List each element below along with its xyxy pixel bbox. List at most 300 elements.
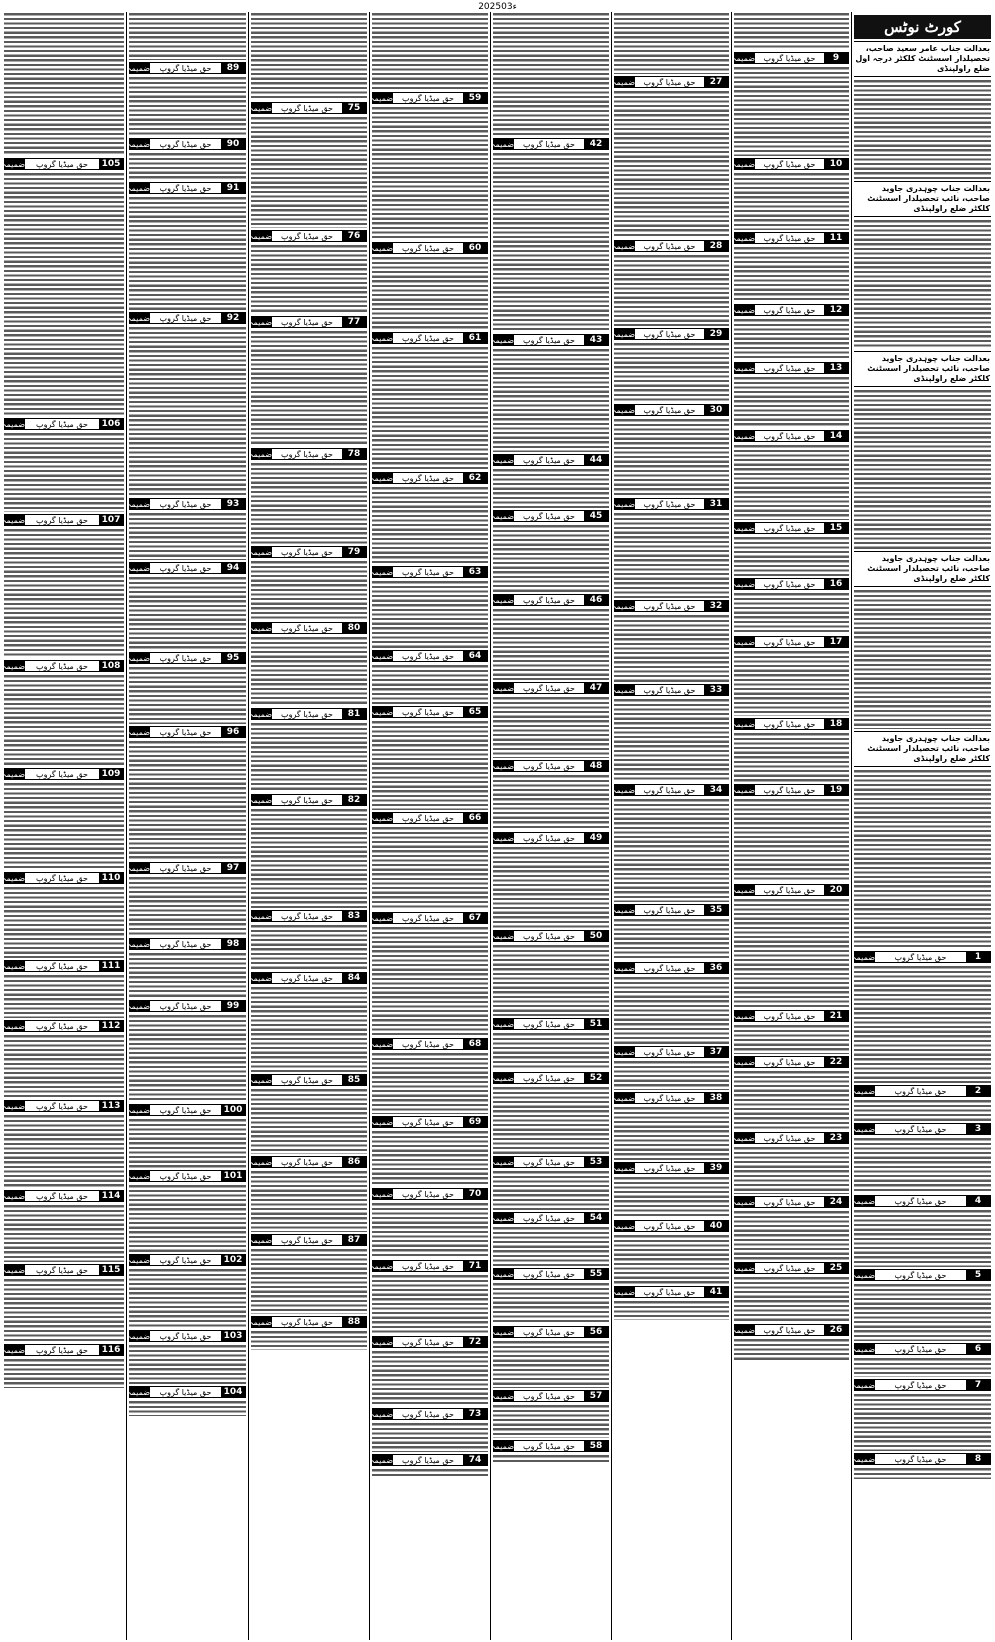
notice-number: 32 [704, 601, 728, 611]
notice-header-21 [731, 1010, 849, 1022]
notice-tag: ضمیمہ [126, 500, 150, 509]
notice-body-text [493, 524, 609, 592]
notice-tag: ضمیمہ [611, 1222, 635, 1231]
notice-number: 23 [824, 1133, 848, 1143]
notice-number: 110 [99, 873, 123, 883]
notice-publisher-label: حق میڈیا گروپ [523, 1392, 575, 1401]
notice-tag: ضمیمہ [611, 406, 635, 415]
notice-publisher-label: حق میڈیا گروپ [36, 1102, 88, 1111]
notice-number: 53 [584, 1157, 608, 1167]
notice-publisher-label: حق میڈیا گروپ [159, 1106, 212, 1115]
notice-number: 29 [704, 329, 728, 339]
notice-number: 66 [463, 813, 487, 823]
notice-tag: ضمیمہ [248, 450, 272, 459]
notice-tag: ضمیمہ [2, 770, 25, 779]
notice-publisher-label: حق میڈیا گروپ [763, 306, 816, 315]
notice-header-68 [369, 1038, 488, 1050]
column-1 [851, 12, 993, 1640]
notice-header-74 [369, 1454, 488, 1466]
notice-body-text [4, 1358, 124, 1388]
notice-number: 22 [824, 1057, 848, 1067]
notice-number: 36 [704, 963, 728, 973]
notice-tag: ضمیمہ [611, 906, 635, 915]
notice-number: 59 [463, 93, 487, 103]
notice-header-99 [126, 1000, 246, 1012]
notice-tag: ضمیمہ [611, 78, 635, 87]
notice-number: 35 [704, 905, 728, 915]
notice-publisher-label: حق میڈیا گروپ [763, 432, 816, 441]
notice-header-87 [248, 1234, 367, 1246]
notice-body-text [614, 698, 729, 782]
notice-number: 87 [342, 1235, 366, 1245]
notice-number: 21 [824, 1011, 848, 1021]
notice-body-text [493, 1086, 609, 1154]
notice-number: 77 [342, 317, 366, 327]
notice-number: 88 [342, 1317, 366, 1327]
notice-publisher-label: حق میڈیا گروپ [159, 500, 212, 509]
notice-header-97 [126, 862, 246, 874]
notice-body-text [614, 1234, 729, 1284]
notice-header-63 [369, 566, 488, 578]
notice-number: 18 [824, 719, 848, 729]
notice-header-88 [248, 1316, 367, 1328]
notice-publisher-label: حق میڈیا گروپ [159, 184, 212, 193]
notice-header-79 [248, 546, 367, 558]
notice-body-text [129, 1344, 246, 1384]
notice-publisher-label: حق میڈیا گروپ [281, 1236, 333, 1245]
notice-body-text [493, 608, 609, 680]
notice-tag: ضمیمہ [2, 1022, 25, 1031]
notice-tag: ضمیمہ [248, 796, 272, 805]
notice-header-45 [490, 510, 609, 522]
notice-number: 92 [221, 313, 245, 323]
notice-header-66 [369, 812, 488, 824]
notice-publisher-label: حق میڈیا گروپ [36, 770, 88, 779]
notice-tag: ضمیمہ [851, 1197, 875, 1206]
notice-tag: ضمیمہ [731, 234, 755, 243]
notice-tag: ضمیمہ [126, 140, 150, 149]
notice-tag: ضمیمہ [126, 64, 150, 73]
notice-header-29 [611, 328, 729, 340]
notice-tag: ضمیمہ [126, 314, 150, 323]
notice-header-27 [611, 76, 729, 88]
notice-number: 85 [342, 1075, 366, 1085]
columns-container [2, 12, 993, 1640]
notice-publisher-label: حق میڈیا گروپ [159, 728, 212, 737]
notice-header-91 [126, 182, 246, 194]
notice-header-6 [851, 1343, 991, 1355]
notice-number: 112 [99, 1021, 123, 1031]
notice-header-5 [851, 1269, 991, 1281]
notice-body-text [251, 12, 367, 100]
notice-header-114 [4, 1190, 124, 1202]
notice-body-text [4, 886, 124, 958]
notice-publisher-label: حق میڈیا گروپ [763, 580, 816, 589]
notice-publisher-label: حق میڈیا گروپ [36, 1266, 88, 1275]
notice-tag: ضمیمہ [611, 1288, 635, 1297]
column-6 [248, 12, 369, 1640]
notice-publisher-label: حق میڈیا گروپ [159, 864, 212, 873]
notice-body-text [129, 1184, 246, 1252]
notice-publisher-label: حق میڈیا گروپ [523, 140, 575, 149]
notice-header-70 [369, 1188, 488, 1200]
notice-body-text [493, 152, 609, 332]
notice-number: 97 [221, 863, 245, 873]
notice-tag: ضمیمہ [2, 962, 25, 971]
notice-number: 31 [704, 499, 728, 509]
notice-header-9 [731, 52, 849, 64]
notice-header-65 [369, 706, 488, 718]
notice-number: 91 [221, 183, 245, 193]
notice-publisher-label: حق میڈیا گروپ [894, 1271, 947, 1280]
notice-body-text [854, 1099, 991, 1121]
notice-header-103 [126, 1330, 246, 1342]
notice-tag: ضمیمہ [731, 432, 755, 441]
notice-body-text [614, 342, 729, 402]
notice-number: 16 [824, 579, 848, 589]
notice-number: 95 [221, 653, 245, 663]
notice-publisher-label: حق میڈیا گروپ [281, 796, 333, 805]
notice-body-text [493, 1340, 609, 1388]
notice-body-text [129, 952, 246, 998]
notice-body-text [854, 589, 991, 729]
notice-body-text [372, 1350, 488, 1406]
notice-tag: ضمیمہ [851, 1087, 875, 1096]
notice-publisher-label: حق میڈیا گروپ [894, 1197, 947, 1206]
notice-number: 69 [463, 1117, 487, 1127]
notice-tag: ضمیمہ [490, 1270, 514, 1279]
notice-tag: ضمیمہ [248, 104, 272, 113]
notice-publisher-label: حق میڈیا گروپ [523, 336, 575, 345]
notice-tag: ضمیمہ [490, 1020, 514, 1029]
notice-number: 109 [99, 769, 123, 779]
notice-number: 55 [584, 1269, 608, 1279]
notice-header-34 [611, 784, 729, 796]
notice-number: 51 [584, 1019, 608, 1029]
notice-header-43 [490, 334, 609, 346]
notice-header-8 [851, 1453, 991, 1465]
notice-tag: ضمیمہ [731, 364, 755, 373]
notice-tag: ضمیمہ [369, 1456, 393, 1465]
notice-publisher-label: حق میڈیا گروپ [523, 1442, 575, 1451]
notice-body-text [251, 722, 367, 792]
notice-publisher-label: حق میڈیا گروپ [643, 242, 696, 251]
notice-header-112 [4, 1020, 124, 1032]
notice-number: 96 [221, 727, 245, 737]
notice-publisher-label: حق میڈیا گروپ [281, 710, 333, 719]
notice-number: 101 [221, 1171, 245, 1181]
notice-body-text [493, 468, 609, 508]
court-notice-subheading: بعدالت جناب چوہدری جاوید صاحب، نائب تحصیلدار اسسٹنٹ کلکٹر ضلع راولپنڈی [854, 731, 991, 767]
notice-publisher-label: حق میڈیا گروپ [523, 512, 575, 521]
notice-number: 20 [824, 885, 848, 895]
notice-body-text [493, 1170, 609, 1210]
notice-publisher-label: حق میڈیا گروپ [159, 1002, 212, 1011]
notice-publisher-label: حق میڈیا گروپ [36, 1022, 88, 1031]
notice-body-text [614, 798, 729, 902]
notice-header-51 [490, 1018, 609, 1030]
notice-tag: ضمیمہ [731, 1264, 755, 1273]
notice-header-69 [369, 1116, 488, 1128]
notice-publisher-label: حق میڈیا گروپ [402, 1262, 454, 1271]
notice-body-text [251, 116, 367, 228]
notice-publisher-label: حق میڈیا گروپ [763, 1134, 816, 1143]
notice-tag: ضمیمہ [248, 912, 272, 921]
notice-header-86 [248, 1156, 367, 1168]
notice-number: 17 [824, 637, 848, 647]
notice-body-text [129, 576, 246, 650]
notice-body-text [854, 389, 991, 549]
notice-header-95 [126, 652, 246, 664]
notice-number: 61 [463, 333, 487, 343]
notice-publisher-label: حق میڈیا گروپ [763, 234, 816, 243]
notice-header-92 [126, 312, 246, 324]
notice-tag: ضمیمہ [369, 914, 393, 923]
notice-tag: ضمیمہ [490, 684, 514, 693]
notice-publisher-label: حق میڈیا گروپ [159, 64, 212, 73]
notice-number: 65 [463, 707, 487, 717]
notice-body-text [493, 1282, 609, 1324]
notice-body-text [372, 580, 488, 648]
notice-number: 37 [704, 1047, 728, 1057]
notice-number: 13 [824, 363, 848, 373]
notice-number: 105 [99, 159, 123, 169]
notice-body-text [734, 444, 849, 520]
notice-publisher-label: حق میڈیا گروپ [763, 886, 816, 895]
notice-header-83 [248, 910, 367, 922]
notice-publisher-label: حق میڈیا گروپ [523, 1270, 575, 1279]
notice-number: 115 [99, 1265, 123, 1275]
notice-tag: ضمیمہ [611, 242, 635, 251]
notice-body-text [129, 740, 246, 860]
notice-number: 111 [99, 961, 123, 971]
notice-body-text [734, 376, 849, 428]
notice-publisher-label: حق میڈیا گروپ [402, 1118, 454, 1127]
notice-header-36 [611, 962, 729, 974]
notice-tag: ضمیمہ [490, 1442, 514, 1451]
notice-tag: ضمیمہ [731, 786, 755, 795]
notice-body-text [251, 808, 367, 908]
notice-body-text [614, 254, 729, 326]
notice-tag: ضمیمہ [851, 1125, 875, 1134]
notice-header-110 [4, 872, 124, 884]
notice-publisher-label: حق میڈیا گروپ [643, 406, 696, 415]
notice-header-64 [369, 650, 488, 662]
notice-publisher-label: حق میڈیا گروپ [402, 94, 454, 103]
notice-number: 60 [463, 243, 487, 253]
notice-header-55 [490, 1268, 609, 1280]
court-notices-heading: کورٹ نوٹس [854, 15, 991, 39]
notice-publisher-label: حق میڈیا گروپ [281, 912, 333, 921]
notice-tag: ضمیمہ [126, 940, 150, 949]
notice-tag: ضمیمہ [369, 474, 393, 483]
notice-body-text [4, 782, 124, 870]
notice-publisher-label: حق میڈیا گروپ [763, 1264, 816, 1273]
notice-tag: ضمیمہ [731, 1012, 755, 1021]
notice-tag: ضمیمہ [248, 1318, 272, 1327]
notice-tag: ضمیمہ [248, 624, 272, 633]
notice-publisher-label: حق میڈیا گروپ [763, 1326, 816, 1335]
notice-tag: ضمیمہ [490, 1158, 514, 1167]
notice-number: 47 [584, 683, 608, 693]
notice-publisher-label: حق میڈیا گروپ [402, 474, 454, 483]
notice-tag: ضمیمہ [490, 456, 514, 465]
notice-tag: ضمیمہ [851, 953, 875, 962]
notice-header-72 [369, 1336, 488, 1348]
notice-body-text [129, 76, 246, 136]
notice-publisher-label: حق میڈیا گروپ [763, 638, 816, 647]
notice-publisher-label: حق میڈیا گروپ [643, 1288, 696, 1297]
notice-body-text [4, 1114, 124, 1188]
notice-body-text [372, 1202, 488, 1258]
notice-publisher-label: حق میڈیا گروپ [763, 54, 816, 63]
notice-header-96 [126, 726, 246, 738]
notice-tag: ضمیمہ [611, 964, 635, 973]
notice-tag: ضمیمہ [126, 654, 150, 663]
notice-header-107 [4, 514, 124, 526]
notice-header-39 [611, 1162, 729, 1174]
notice-publisher-label: حق میڈیا گروپ [894, 953, 947, 962]
notice-number: 73 [463, 1409, 487, 1419]
notice-header-10 [731, 158, 849, 170]
notice-header-24 [731, 1196, 849, 1208]
notice-number: 44 [584, 455, 608, 465]
notice-header-46 [490, 594, 609, 606]
notice-body-text [493, 696, 609, 758]
notice-tag: ضمیمہ [248, 548, 272, 557]
notice-body-text [129, 1268, 246, 1328]
notice-publisher-label: حق میڈیا گروپ [523, 684, 575, 693]
notice-tag: ضمیمہ [731, 1326, 755, 1335]
column-3 [611, 12, 731, 1640]
notice-publisher-label: حق میڈیا گروپ [643, 330, 696, 339]
notice-tag: ضمیمہ [490, 1074, 514, 1083]
notice-body-text [734, 1070, 849, 1130]
notice-header-32 [611, 600, 729, 612]
notice-body-text [734, 1024, 849, 1054]
notice-tag: ضمیمہ [731, 160, 755, 169]
court-notice-subheading: بعدالت جناب چوہدری جاوید صاحب، نائب تحصیلدار اسسٹنٹ کلکٹر ضلع راولپنڈی [854, 181, 991, 217]
notice-number: 30 [704, 405, 728, 415]
notice-publisher-label: حق میڈیا گروپ [159, 1388, 212, 1397]
notice-publisher-label: حق میڈیا گروپ [763, 1058, 816, 1067]
notice-publisher-label: حق میڈیا گروپ [643, 964, 696, 973]
notice-body-text [614, 1060, 729, 1090]
notice-header-37 [611, 1046, 729, 1058]
notice-tag: ضمیمہ [731, 1134, 755, 1143]
notice-number: 58 [584, 1441, 608, 1451]
notice-number: 11 [824, 233, 848, 243]
notice-number: 89 [221, 63, 245, 73]
notice-header-77 [248, 316, 367, 328]
notice-number: 39 [704, 1163, 728, 1173]
notice-body-text [854, 769, 991, 949]
notice-number: 68 [463, 1039, 487, 1049]
notice-body-text [251, 330, 367, 446]
notice-tag: ضمیمہ [126, 864, 150, 873]
notice-number: 83 [342, 911, 366, 921]
notice-body-text [614, 90, 729, 238]
notice-body-text [614, 1106, 729, 1160]
notice-header-100 [126, 1104, 246, 1116]
notice-body-text [251, 1170, 367, 1232]
notice-publisher-label: حق میڈیا گروپ [281, 450, 333, 459]
notice-body-text [854, 1209, 991, 1267]
notice-publisher-label: حق میڈیا گروپ [281, 974, 333, 983]
notice-number: 41 [704, 1287, 728, 1297]
notice-body-text [854, 1357, 991, 1377]
notice-body-text [854, 1467, 991, 1479]
notice-publisher-label: حق میڈیا گروپ [643, 786, 696, 795]
notice-number: 48 [584, 761, 608, 771]
court-notice-subheading: بعدالت جناب عامر سعید صاحب، تحصیلدار اسسٹنٹ کلکٹر درجہ اول ضلع راولپنڈی [854, 41, 991, 77]
notice-body-text [734, 536, 849, 576]
notice-tag: ضمیمہ [731, 638, 755, 647]
notice-header-28 [611, 240, 729, 252]
notice-tag: ضمیمہ [126, 1002, 150, 1011]
notice-body-text [734, 798, 849, 882]
notice-publisher-label: حق میڈیا گروپ [36, 420, 88, 429]
notice-body-text [734, 650, 849, 716]
notice-tag: ضمیمہ [248, 1158, 272, 1167]
notice-header-98 [126, 938, 246, 950]
notice-tag: ضمیمہ [490, 512, 514, 521]
notice-body-text [251, 986, 367, 1072]
notice-number: 50 [584, 931, 608, 941]
notice-number: 71 [463, 1261, 487, 1271]
notice-number: 63 [463, 567, 487, 577]
notice-number: 15 [824, 523, 848, 533]
notice-body-text [372, 664, 488, 704]
column-5 [369, 12, 490, 1640]
notice-publisher-label: حق میڈیا گروپ [643, 1164, 696, 1173]
notice-body-text [372, 106, 488, 240]
notice-tag: ضمیمہ [731, 886, 755, 895]
notice-publisher-label: حق میڈیا گروپ [402, 708, 454, 717]
notice-number: 49 [584, 833, 608, 843]
notice-publisher-label: حق میڈیا گروپ [159, 1256, 212, 1265]
notice-tag: ضمیمہ [731, 720, 755, 729]
notice-number: 90 [221, 139, 245, 149]
notice-number: 116 [99, 1345, 123, 1355]
notice-header-40 [611, 1220, 729, 1232]
notice-publisher-label: حق میڈیا گروپ [36, 662, 88, 671]
notice-publisher-label: حق میڈیا گروپ [159, 654, 212, 663]
notice-body-text [4, 974, 124, 1018]
notice-number: 52 [584, 1073, 608, 1083]
notice-body-text [372, 1130, 488, 1186]
notice-body-text [854, 965, 991, 1083]
notice-header-33 [611, 684, 729, 696]
notice-header-22 [731, 1056, 849, 1068]
notice-publisher-label: حق میڈیا گروپ [281, 318, 333, 327]
notice-header-62 [369, 472, 488, 484]
notice-header-35 [611, 904, 729, 916]
notice-publisher-label: حق میڈیا گروپ [159, 1172, 212, 1181]
notice-publisher-label: حق میڈیا گروپ [643, 78, 696, 87]
notice-number: 98 [221, 939, 245, 949]
notice-body-text [251, 1248, 367, 1314]
notice-header-57 [490, 1390, 609, 1402]
notice-tag: ضمیمہ [611, 500, 635, 509]
notice-publisher-label: حق میڈیا گروپ [523, 834, 575, 843]
notice-header-12 [731, 304, 849, 316]
notice-tag: ضمیمہ [369, 1262, 393, 1271]
notice-publisher-label: حق میڈیا گروپ [894, 1455, 947, 1464]
notice-header-13 [731, 362, 849, 374]
notice-number: 74 [463, 1455, 487, 1465]
notice-tag: ضمیمہ [126, 728, 150, 737]
